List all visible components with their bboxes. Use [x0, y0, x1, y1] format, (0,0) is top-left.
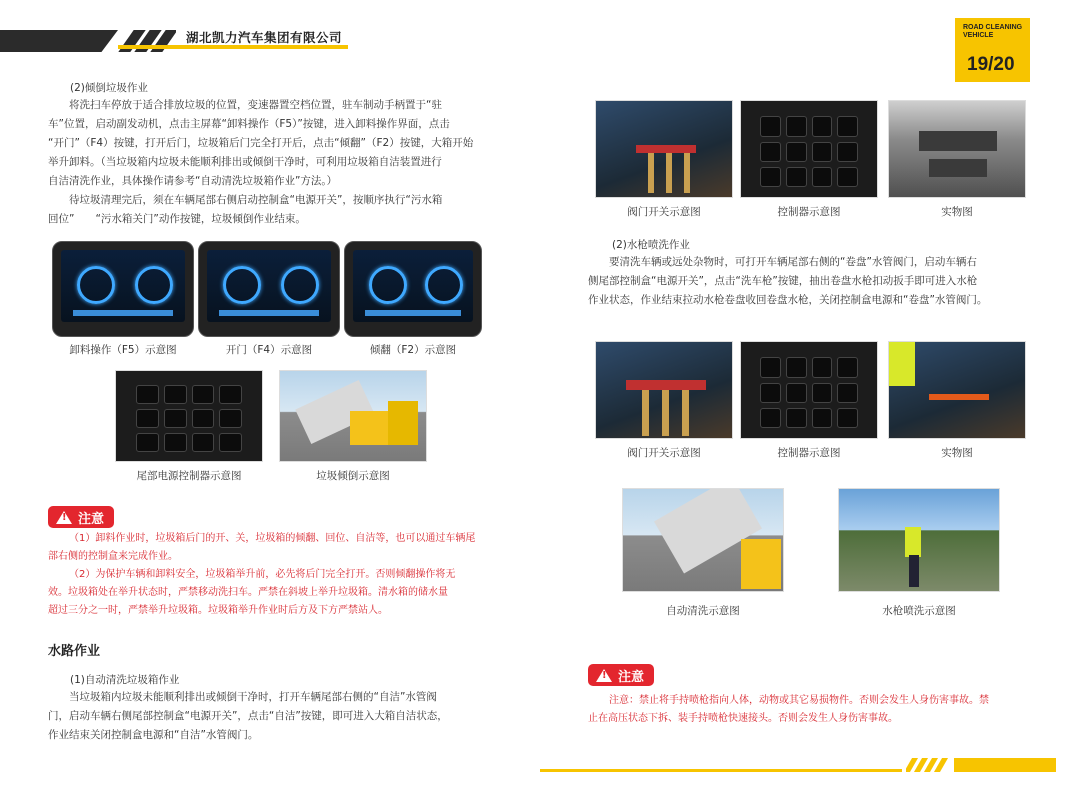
caption-dump: 垃圾倾倒示意图 — [316, 470, 390, 482]
dump-truck-image — [279, 370, 427, 462]
tag-line-1: ROAD CLEANING — [963, 24, 1023, 31]
spray-gun-image — [838, 488, 1000, 592]
controller-image-1 — [740, 100, 878, 198]
warning-text-right — [588, 692, 1038, 728]
caption-auto-clean: 自动清洗示意图 — [666, 605, 740, 617]
caption-open-door: 开门（F4）示意图 — [225, 344, 313, 356]
warning-label: 注意 — [618, 669, 645, 685]
text-line: 举升卸料。（当垃圾箱内垃圾未能顺利排出或倾倒干净时，可利用垃圾箱自洁装置进行 — [48, 156, 442, 168]
warning-icon — [56, 511, 72, 524]
text-line: 门，启动车辆右侧尾部控制盒“电源开关”，点击“自洁”按键，即可进入大箱自洁状态， — [48, 710, 448, 722]
text-line: 注意：禁止将手持喷枪指向人体，动物或其它易损物件。否则会发生人身伤害事故。禁 — [609, 695, 989, 706]
text-line: 将洗扫车停放于适合排放垃圾的位置，变速器置空档位置，驻车制动手柄置于“驻 — [69, 99, 442, 111]
section-title-dump: (2)倾倒垃圾作业 — [70, 82, 148, 94]
caption-tilt: 倾翻（F2）示意图 — [369, 344, 457, 356]
real-image-1 — [888, 100, 1026, 198]
dump-paragraph — [48, 96, 498, 229]
text-line: 侧尾部控制盒“电源开关”，点击“洗车枪”按键，抽出卷盘水枪扣动扳手即可进入水枪 — [588, 275, 978, 287]
caption-valve-2: 阀门开关示意图 — [627, 447, 701, 459]
text-line: 当垃圾箱内垃圾未能顺利排出或倾倒干净时，打开车辆尾部右侧的“自洁”水管阀 — [69, 691, 437, 703]
text-line: 回位” “污水箱关门”动作按键，垃圾倾倒作业结束。 — [48, 213, 306, 225]
text-line: 自洁清洗作业，具体操作请参考“自动清洗垃圾箱作业”方法。） — [48, 175, 338, 187]
spray-paragraph — [588, 253, 1038, 310]
page-number: 19/20 — [967, 54, 1015, 75]
text-line: 超过三分之一时，严禁举升垃圾箱。垃圾箱举升作业时后方及下方严禁站人。 — [48, 605, 388, 616]
text-line: 要清洗车辆或远处杂物时，可打开车辆尾部右侧的“卷盘”水管阀门，启动车辆右 — [609, 256, 977, 268]
caption-real-2: 实物图 — [941, 447, 973, 459]
caption-spray-gun: 水枪喷洗示意图 — [882, 605, 956, 617]
valve-image-2 — [595, 341, 733, 439]
unload-screen-image — [52, 241, 194, 337]
tag-line-2: VEHICLE — [963, 32, 994, 39]
text-line: （2）为保护车辆和卸料安全，垃圾箱举升前，必先将后门完全打开。否则倾翻操作将无 — [69, 569, 456, 580]
page-tag — [955, 18, 1030, 82]
text-line: 待垃圾清理完后，须在车辆尾部右侧启动控制盒“电源开关”，按顺序执行“污水箱 — [69, 194, 443, 206]
caption-valve-1: 阀门开关示意图 — [627, 206, 701, 218]
warning-label: 注意 — [78, 511, 105, 527]
open-door-screen-image — [198, 241, 340, 337]
text-line: “开门”（F4）按键，打开后门，垃圾箱后门完全打开后，点击“倾翻”（F2）按键，大箱开始 — [48, 137, 474, 149]
valve-image-1 — [595, 100, 733, 198]
caption-controller-1: 控制器示意图 — [777, 206, 841, 218]
footer-accent-line — [540, 769, 902, 772]
warning-text-left — [48, 530, 498, 620]
company-name: 湖北凯力汽车集团有限公司 — [186, 30, 343, 45]
text-line: 部右侧的控制盒来完成作业。 — [48, 551, 178, 562]
auto-clean-image — [622, 488, 784, 592]
section-title-spray: (2)水枪喷洗作业 — [612, 239, 690, 251]
warning-badge-right — [588, 664, 654, 686]
text-line: 止在高压状态下拆、装手持喷枪快速接头。否则会发生人身伤害事故。 — [588, 713, 898, 724]
caption-unload: 卸料操作（F5）示意图 — [69, 344, 177, 356]
rear-controller-image — [115, 370, 263, 462]
controller-image-2 — [740, 341, 878, 439]
text-line: 效。垃圾箱处在举升状态时，严禁移动洗扫车。严禁在斜坡上举升垃圾箱。清水箱的储水量 — [48, 587, 448, 598]
section-title-selfclean: (1)自动清洗垃圾箱作业 — [70, 674, 180, 686]
selfclean-paragraph — [48, 688, 498, 745]
caption-controller-2: 控制器示意图 — [777, 447, 841, 459]
real-image-2 — [888, 341, 1026, 439]
tilt-screen-image — [344, 241, 482, 337]
warning-badge — [48, 506, 114, 528]
text-line: 作业状态，作业结束拉动水枪卷盘收回卷盘水枪，关闭控制盒电源和“卷盘”水管阀门。 — [588, 294, 988, 306]
footer-stripes — [906, 758, 1056, 772]
text-line: 车”位置，启动副发动机，点击主屏幕“卸料操作（F5）”按键，进入卸料操作界面，点击 — [48, 118, 450, 130]
text-line: （1）卸料作业时，垃圾箱后门的开、关，垃圾箱的倾翻、回位、自洁等，也可以通过车辆尾 — [69, 533, 476, 544]
warning-icon — [596, 669, 612, 682]
caption-rear-controller: 尾部电源控制器示意图 — [136, 470, 242, 482]
caption-real-1: 实物图 — [941, 206, 973, 218]
text-line: 作业结束关闭控制盒电源和“自洁”水管阀门。 — [48, 729, 259, 741]
section-heading-water: 水路作业 — [48, 644, 101, 659]
